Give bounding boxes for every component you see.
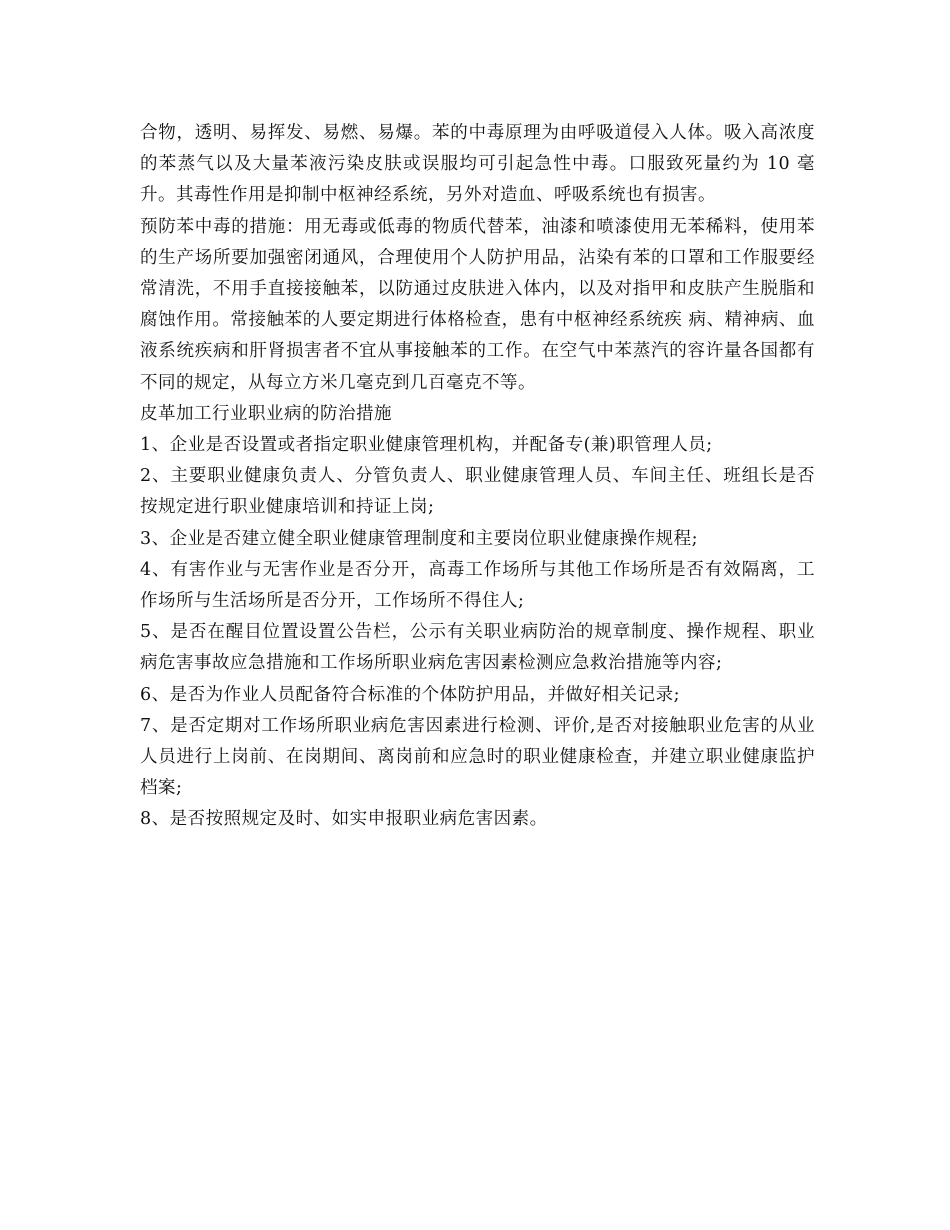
list-item-8: 8、是否按照规定及时、如实申报职业病危害因素。 [140,809,548,830]
list-item-1: 1、企业是否设置或者指定职业健康管理机构，并配备专(兼)职管理人员; [140,435,713,456]
paragraph-benzene-toxicity: 合物，透明、易挥发、易燃、易爆。苯的中毒原理为由呼吸道侵入人体。吸入高浓度的苯蒸气以及大量苯液污染皮肤或误服均可引起急性中毒。口服致死量约为 10 毫升。其毒性作用是抑制中枢神经系统，另外对造血、呼吸系统也有损害。 [140,123,815,206]
list-item-4: 4、有害作业与无害作业是否分开，高毒工作场所与其他工作场所是否有效隔离，工作场所与生活场所是否分开，工作场所不得住人; [140,559,815,612]
document-body [140,118,815,836]
list-item-2: 2、主要职业健康负责人、分管负责人、职业健康管理人员、车间主任、班组长是否按规定进行职业健康培训和持证上岗; [140,466,815,518]
paragraph-benzene-prevention: 预防苯中毒的措施：用无毒或低毒的物质代替苯，油漆和喷漆使用无苯稀料，使用苯的生产场所要加强密闭通风，合理使用个人防护用品，沾染有苯的口罩和工作服要经常清洗，不用手直接接触苯，以防通过皮肤进入体内，以及对指甲和皮肤产生脱脂和腐蚀作用。常接触苯的人要定期进行体格检查，患有中枢神经系统疾 病、精神病、血液系统疾病和肝肾损害者不宜从事接触苯的工作。在空气中苯蒸汽的容许量各国都有不同的规定，从每立方米几毫克到几百毫克不等。 [140,216,815,393]
list-item-6: 6、是否为作业人员配备符合标准的个体防护用品，并做好相关记录; [140,684,681,705]
list-item-3: 3、企业是否建立健全职业健康管理制度和主要岗位职业健康操作规程; [140,528,699,549]
section-heading-leather-industry: 皮革加工行业职业病的防治措施 [140,403,392,424]
list-item-5: 5、是否在醒目位置设置公告栏，公示有关职业病防治的规章制度、操作规程、职业病危害事故应急措施和工作场所职业病危害因素检测应急救治措施等内容; [140,622,815,674]
list-item-7: 7、是否定期对工作场所职业病危害因素进行检测、评价,是否对接触职业危害的从业人员进行上岗前、在岗期间、离岗前和应急时的职业健康检查，并建立职业健康监护档案; [140,715,815,799]
